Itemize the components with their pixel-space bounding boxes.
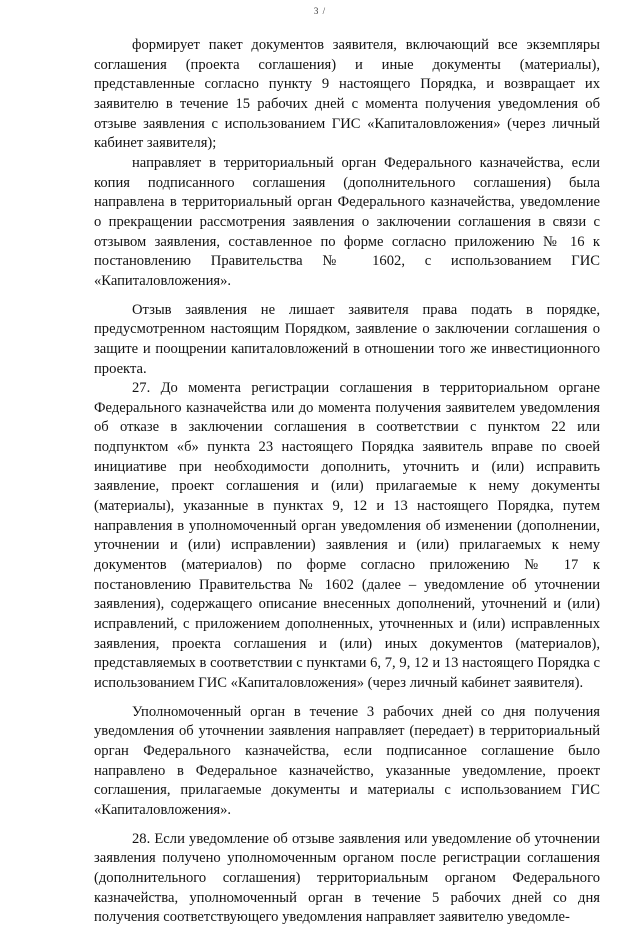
paragraph: Отзыв заявления не лишает заявителя права подать в порядке, предусмотренном настоящим Порядком, заявление о заключении соглашения о защите и поощрении капиталовложений в отношении того же инвестиционного проекта.	[94, 301, 600, 377]
paragraph: направляет в территориальный орган Федерального казначейства, если копия подписанного соглашения (дополнительного соглашения) была направлена в территориальный орган Федерального казначейства, уведомление о прекращении рассмотрения заявления о заключении соглашения в связи с отзывом заявления, составленное по форме согласно приложению № 16 к постановлению Правительства № 1602, с использованием ГИС «Капиталовложения».	[94, 154, 600, 289]
paragraph: формирует пакет документов заявителя, включающий все экземпляры соглашения (проекта соглашения) и иные документы (материалы), представленные согласно пункту 9 настоящего Порядка, и возвращает их заявителю в течение 15 рабочих дней с момента получения уведомления об отзыве заявления с использованием ГИС «Капиталовложения» (через личный кабинет заявителя);	[94, 37, 600, 152]
paragraph: 27. До момента регистрации соглашения в территориальном органе Федерального казначейства или до момента получения заявителем уведомления об отказе в заключении соглашения в соответствии с пунктом 22 или подпунктом «б» пункта 23 настоящего Порядка заявитель вправе по своей инициативе при необходимости дополнить, уточнить и (или) исправить заявление, проект соглашения и (или) прилагаемые к нему документы (материалы), указанные в пунктах 9, 12 и 13 настоящего Порядка, путем направления в уполномоченный орган уведомления об изменении (дополнении, уточнении и (или) исправлении) заявления и (или) прилагаемых к нему документов (материалов) по форме согласно приложению № 17 к постановлению Правительства № 1602 (далее – уведомление об уточнении заявления), содержащего описание внесенных дополнений, уточнений и (или) исправлений, с приложением дополненных, уточненных и (или) исправленных заявления, проекта соглашения и (или) иных документов (материалов), представляемых в соответствии с пунктами 6, 7, 9, 12 и 13 настоящего Порядка с использованием ГИС «Капиталовложения» (через личный кабинет заявителя).	[94, 380, 600, 691]
page-number: 3 /	[313, 6, 327, 16]
paragraph: Уполномоченный орган в течение 3 рабочих дней со дня получения уведомления об уточнении заявления направляет (передает) в территориальный орган Федерального казначейства, если подписанное соглашение было направлено в Федеральное казначейство, указанные уведомление, проект соглашения, прилагаемые документы и материалы с использованием ГИС «Капиталовложения».	[94, 703, 600, 818]
document-body	[94, 36, 600, 928]
paragraph: 28. Если уведомление об отзыве заявления или уведомление об уточнении заявления получено уполномоченным органом после регистрации соглашения (дополнительного соглашения) территориальным органом Федерального казначейства, уполномоченный орган в течение 5 рабочих дней со дня получения соответствующего уведомления направляет заявителю уведомле-	[94, 830, 600, 926]
